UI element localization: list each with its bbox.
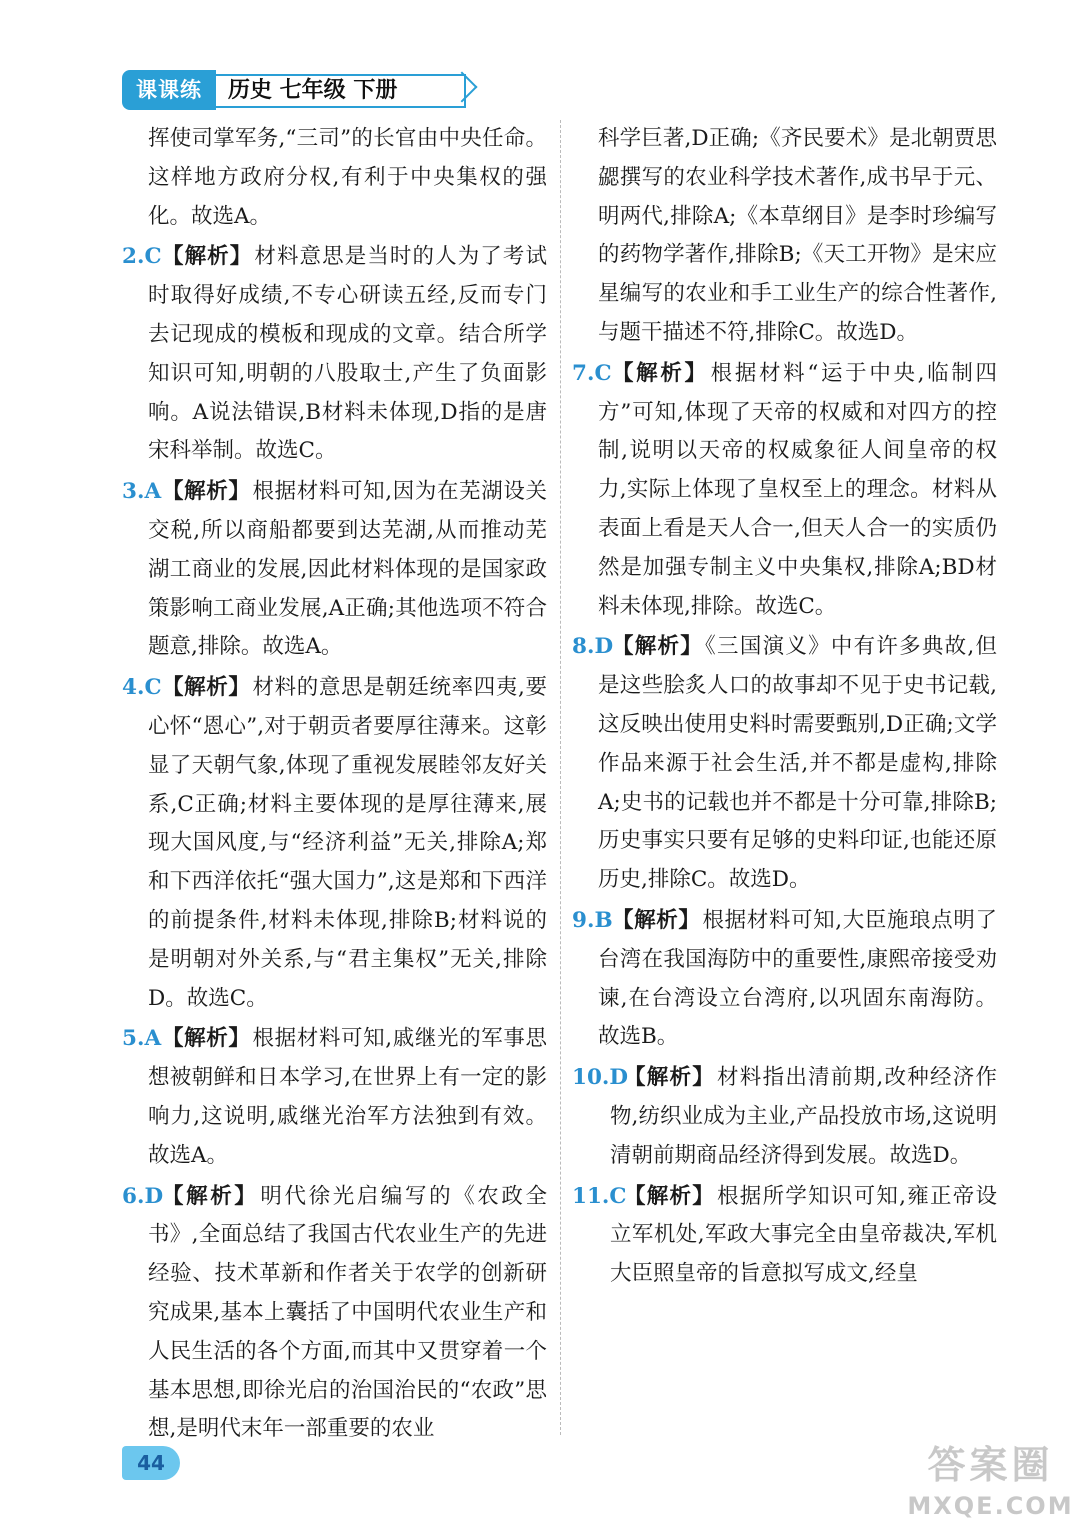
header-banner	[122, 70, 467, 110]
answer-item-10	[572, 1059, 997, 1175]
analysis-text: 材料意思是当时的人为了考试时取得好成绩,不专心研读五经,反而专门去记现成的模板和现成的文章。结合所学知识可知,明朝的八股取士,产生了负面影响。A说法错误,B材料未体现,D指的是唐宋科举制。故选C。	[148, 244, 547, 464]
answer-number: 6.D	[122, 1183, 164, 1209]
right-column	[572, 120, 997, 1294]
answer-item-4	[122, 669, 547, 1018]
analysis-text: 根据所学知识可知,雍正帝设立军机处,军政大事完全由皇帝裁决,军机大臣照皇帝的旨意拟写成文,经皇	[610, 1183, 997, 1287]
continuation-text: 挥使司掌军务,“三司”的长官由中央任命。这样地方政府分权,有利于中央集权的强化。故选A。	[148, 126, 547, 229]
analysis-tag: 【解析】	[624, 1065, 716, 1091]
analysis-text: 材料指出清前期,改种经济作物,纺织业成为主业,产品投放市场,这说明清朝前期商品经济得到发展。故选D。	[610, 1065, 997, 1168]
analysis-tag: 【解析】	[162, 1183, 259, 1209]
answer-item-5	[122, 1020, 547, 1175]
analysis-tag: 【解析】	[612, 360, 709, 386]
watermark-text-top: 答案圈	[927, 1443, 1054, 1487]
answer-number: 7.C	[572, 360, 612, 386]
continuation-text: 科学巨著,D正确;《齐民要术》是北朝贾思勰撰写的农业科学技术著作,成书早于元、明两代,排除A;《本草纲目》是李时珍编写的药物学著作,排除B;《天工开物》是宋应星编写的农业和手工业生产的综合性著作,与题干描述不符,排除C。故选D。	[598, 126, 997, 345]
answer-number: 3.A	[122, 479, 162, 505]
answer-number: 4.C	[122, 675, 162, 701]
answer-number: 2.C	[122, 244, 162, 270]
answer-number: 8.D	[572, 634, 614, 660]
analysis-text: 《三国演义》中有许多典故,但是这些脍炙人口的故事却不见于史书记载,这反映出使用史料时需要甄别,D正确;文学作品来源于社会生活,并不都是虚构,排除A;史书的记载也并不都是十分可靠,排除B;历史事实只要有足够的史料印证,也能还原历史,排除C。故选D。	[598, 634, 997, 893]
answer-item-3	[122, 473, 547, 667]
answer-item-11	[572, 1178, 997, 1294]
answer-item-2	[122, 238, 547, 471]
analysis-text: 根据材料可知,戚继光的军事思想被朝鲜和日本学习,在世界上有一定的影响力,这说明,戚继光治军方法独到有效。故选A。	[148, 1026, 547, 1168]
answer-number: 9.B	[572, 907, 613, 933]
analysis-tag: 【解析】	[624, 1183, 716, 1209]
analysis-tag: 【解析】	[612, 634, 704, 660]
answer-item-7	[572, 355, 997, 627]
answer-item-8	[572, 628, 997, 900]
column-divider	[560, 120, 561, 1435]
page-number: 44	[122, 1446, 180, 1480]
analysis-tag: 【解析】	[162, 479, 251, 505]
answer-item-6	[122, 1178, 547, 1450]
answer-item-9	[572, 902, 997, 1057]
analysis-text: 根据材料“运于中央,临制四方”可知,体现了天帝的权威和对四方的控制,说明以天帝的权威象征人间皇帝的权力,实际上体现了皇权至上的理念。材料从表面上看是天人合一,但天人合一的实质仍然是加强专制主义中央集权,排除A;BD材料未体现,排除。故选C。	[598, 360, 997, 619]
watermark-text-bottom: MXQE.COM	[907, 1492, 1074, 1520]
analysis-tag: 【解析】	[612, 907, 701, 933]
analysis-text: 材料的意思是朝廷统率四夷,要心怀“恩心”,对于朝贡者要厚往薄来。这彰显了天朝气象,体现了重视发展睦邻友好关系,C正确;材料主要体现的是厚往薄来,展现大国风度,与“经济利益”无关,排除A;郑和下西洋依托“强大国力”,这是郑和下西洋的前提条件,材料未体现,排除B;材料说的是明朝对外关系,与“君主集权”无关,排除D。故选C。	[148, 675, 547, 1011]
analysis-tag: 【解析】	[162, 675, 251, 701]
analysis-text: 明代徐光启编写的《农政全书》,全面总结了我国古代农业生产的先进经验、技术革新和作者关于农学的创新研究成果,基本上囊括了中国明代农业生产和人民生活的各个方面,而其中又贯穿着一个基本思想,即徐光启的治国治民的“农政”思想,是明代末年一部重要的农业	[148, 1183, 547, 1442]
answer-number: 5.A	[122, 1026, 162, 1052]
left-column	[122, 120, 547, 1449]
answer-number: 11.C	[572, 1183, 627, 1209]
analysis-tag: 【解析】	[162, 1026, 251, 1052]
analysis-text: 根据材料可知,大臣施琅点明了台湾在我国海防中的重要性,康熙帝接受劝谏,在台湾设立台湾府,以巩固东南海防。故选B。	[598, 907, 997, 1050]
analysis-tag: 【解析】	[162, 244, 253, 270]
watermark-logo	[903, 1440, 1078, 1532]
brand-label: 课课练	[122, 70, 216, 110]
subject-title: 历史 七年级 下册	[216, 74, 466, 108]
answer-number: 10.D	[572, 1065, 629, 1091]
analysis-text: 根据材料可知,因为在芜湖设关交税,所以商船都要到达芜湖,从而推动芜湖工商业的发展,因此材料体现的是国家政策影响工商业发展,A正确;其他选项不符合题意,排除。故选A。	[148, 479, 547, 660]
